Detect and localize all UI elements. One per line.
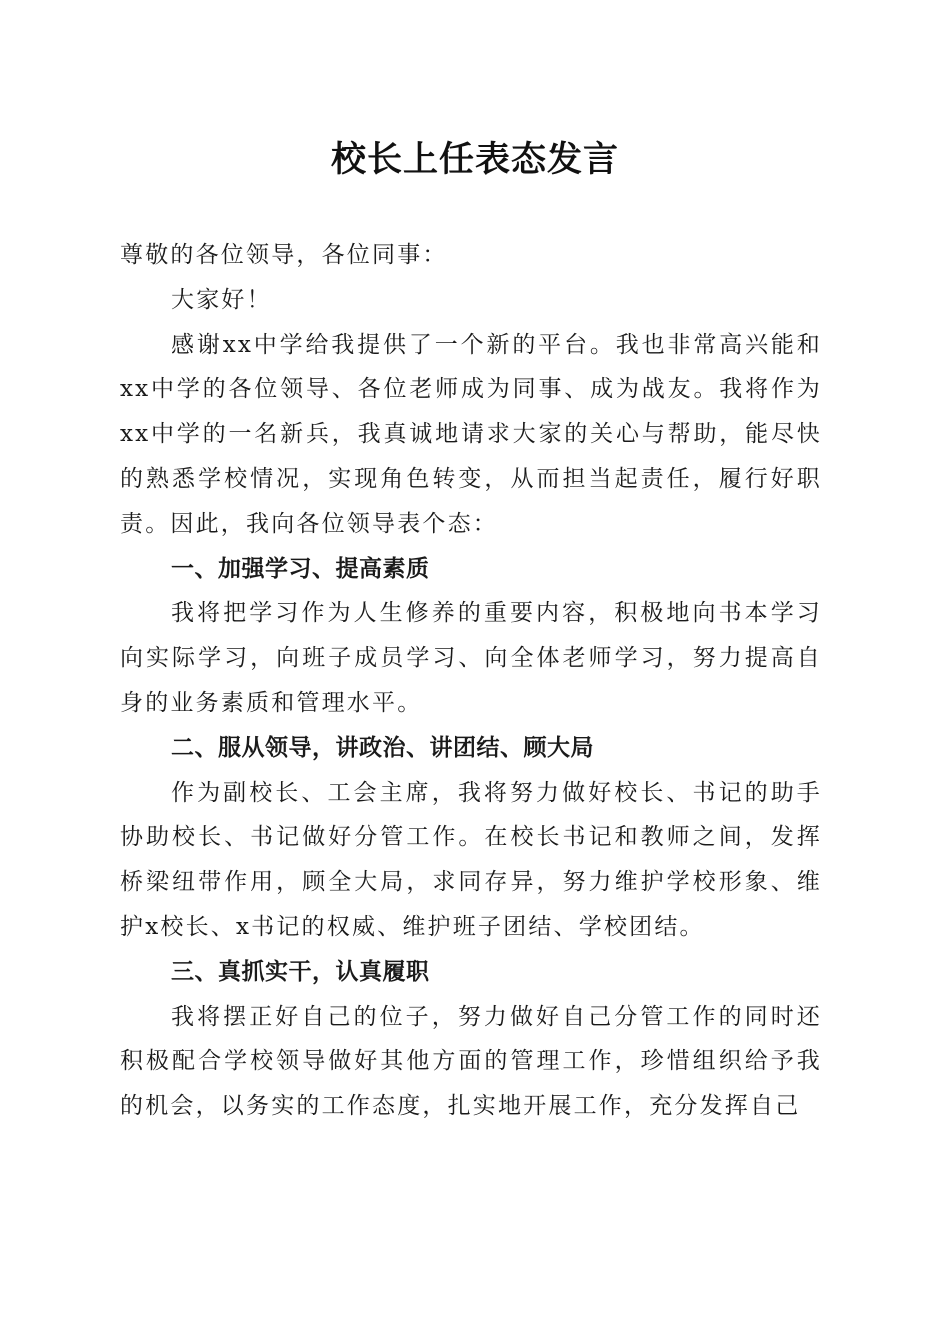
section-paragraph-1: 我将把学习作为人生修养的重要内容，积极地向书本学习向实际学习，向班子成员学习、向全体老师学习，努力提高自身的业务素质和管理水平。 <box>120 600 822 716</box>
section-heading-1: 一、加强学习、提高素质 <box>171 555 430 582</box>
intro-paragraph: 感谢xx中学给我提供了一个新的平台。我也非常高兴能和xx中学的各位领导、各位老师成为同事、成为战友。我将作为xx中学的一名新兵，我真诚地请求大家的关心与帮助，能尽快的熟悉学校情况，实现角色转变，从而担当起责任，履行好职责。因此，我向各位领导表个态： <box>120 331 822 537</box>
greeting-paragraph: 大家好！ <box>171 286 272 313</box>
document-title: 校长上任表态发言 <box>330 139 619 180</box>
section-paragraph-3: 我将摆正好自己的位子，努力做好自己分管工作的同时还积极配合学校领导做好其他方面的管理工作，珍惜组织给予我的机会，以务实的工作态度，扎实地开展工作，充分发挥自己 <box>120 1003 822 1120</box>
salutation-paragraph: 尊敬的各位领导，各位同事： <box>120 242 448 268</box>
section-heading-2: 二、服从领导，讲政治、讲团结、顾大局 <box>171 734 594 761</box>
document-body <box>120 233 822 1129</box>
section-heading-3: 三、真抓实干，认真履职 <box>171 958 430 985</box>
section-paragraph-2: 作为副校长、工会主席，我将努力做好校长、书记的助手协助校长、书记做好分管工作。在校长书记和教师之间，发挥桥梁纽带作用，顾全大局，求同存异，努力维护学校形象、维护x校长、x书记的权威、维护班子团结、学校团结。 <box>120 779 822 940</box>
